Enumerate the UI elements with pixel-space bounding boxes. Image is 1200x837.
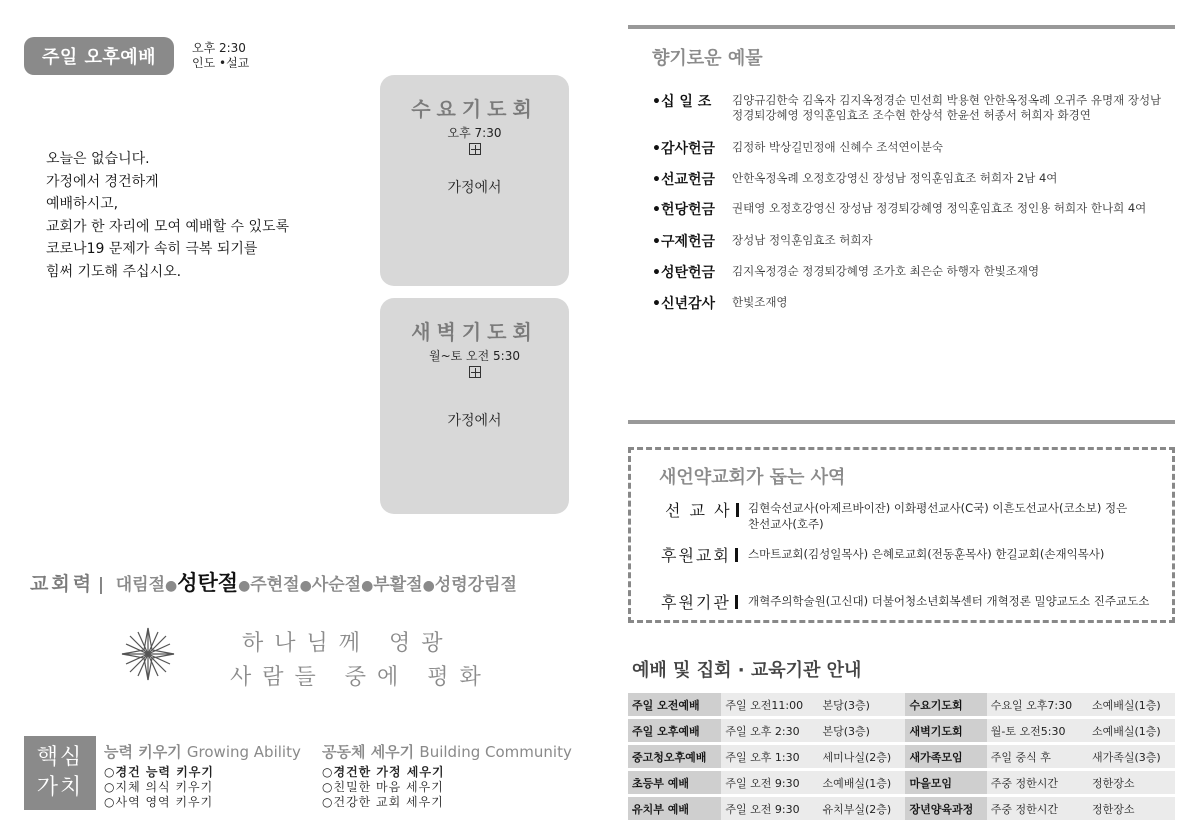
mission-label xyxy=(665,498,739,521)
table-cell: 월-토 오전5:30 xyxy=(987,719,1088,742)
table-cell: 소예배실(1층) xyxy=(819,771,906,794)
notice-line: 힘써 기도해 주십시오. xyxy=(46,263,182,280)
mission-label xyxy=(661,543,738,566)
table-cell: 수요기도회 xyxy=(905,693,986,716)
offering-label: •구제헌금 xyxy=(652,234,716,250)
core-col1-title-en: Growing Ability xyxy=(186,743,301,761)
offering-names: 권태영 오정호강영신 장성남 정경퇴강혜영 정익훈임효조 정인용 허희자 한나희 4여 xyxy=(732,201,1147,215)
afternoon-service-title: 주일 오후예배 xyxy=(24,37,174,75)
mission-text: 스마트교회(김성일목사) 은혜로교회(전동훈목사) 한길교회(손재익목사) xyxy=(748,547,1105,561)
calendar-season: 부활절 xyxy=(373,575,423,595)
wednesday-prayer-place: 가정에서 xyxy=(447,180,502,196)
offering-label: •신년감사 xyxy=(652,296,716,312)
notice-line: 예배하시고, xyxy=(46,196,119,212)
table-cell: 본당(3층) xyxy=(819,693,906,716)
middle-divider xyxy=(628,420,1175,424)
offerings-title: 향기로운 예물 xyxy=(652,48,763,69)
notice-line: 코로나19 문제가 속히 극복 되기를 xyxy=(46,241,258,257)
table-cell: 주중 정한시간 xyxy=(987,771,1088,794)
table-row xyxy=(628,797,1175,820)
notice-line: 교회가 한 자리에 모여 예배할 수 있도록 xyxy=(46,218,290,235)
dawn-prayer-time: 월~토 오전 5:30 xyxy=(429,349,520,363)
table-cell: 유치부 예배 xyxy=(628,797,721,820)
notice-line: 오늘은 없습니다. xyxy=(46,151,150,167)
core-col2-title: 공동체 세우기 xyxy=(322,743,415,761)
afternoon-service-info xyxy=(192,41,249,71)
dawn-prayer-title: 새벽기도회 xyxy=(411,320,538,344)
offering-names: 김양규김한숙 김옥자 김지옥정경순 민선희 박용현 안한옥정옥례 오귀주 유명재 장성남 정경퇴강혜영 정익훈임효조 조수현 한상석 한윤선 허종서 허희자 화경연 xyxy=(732,93,1162,122)
wednesday-prayer-title: 수요기도회 xyxy=(411,97,538,121)
offering-label: •성탄헌금 xyxy=(652,265,716,281)
offering-label: •선교헌금 xyxy=(652,172,716,188)
offering-names: 안한옥정옥례 오정호강영신 장성남 정익훈임효조 허희자 2남 4여 xyxy=(732,171,1058,185)
table-cell: 주일 오후 1:30 xyxy=(721,745,818,768)
church-calendar: 교회력 | 대림절●성탄절●주현절●사순절●부활절●성령강림절 xyxy=(30,571,517,595)
table-cell: 주일 오후예배 xyxy=(628,719,721,742)
table-cell: 소예배실(1층) xyxy=(1088,693,1175,716)
wednesday-prayer-card xyxy=(380,75,569,286)
offering-label: •십 일 조 xyxy=(652,94,712,110)
table-row xyxy=(628,745,1175,768)
offering-names: 김지옥정경순 정경퇴강혜영 조가호 최은순 하행자 한빛조재영 xyxy=(732,264,1040,278)
calendar-season: 대림절 xyxy=(115,575,165,595)
table-cell: 유치부실(2층) xyxy=(819,797,906,820)
core-badge-line2: 가치 xyxy=(36,775,84,800)
offering-label: •헌당헌금 xyxy=(652,202,716,218)
table-cell: 수요일 오후7:30 xyxy=(987,693,1088,716)
schedule-title: 예배 및 집회 · 교육기관 안내 xyxy=(632,660,862,681)
table-cell: 초등부 예배 xyxy=(628,771,721,794)
offering-label: •감사헌금 xyxy=(652,141,716,157)
afternoon-service-time: 오후 2:30 xyxy=(192,41,246,55)
core-col1-item: ○지체 의식 키우기 xyxy=(104,780,214,794)
table-cell: 주중 정한시간 xyxy=(987,797,1088,820)
offering-names: 장성남 정익훈임효조 허희자 xyxy=(732,233,873,247)
motto-line-2: 사람들 중에 평화 xyxy=(230,665,492,690)
table-cell: 주일 중식 후 xyxy=(987,745,1088,768)
table-row xyxy=(628,693,1175,716)
calendar-title: 교회력 xyxy=(30,573,95,595)
core-col1-item: ○경건 능력 키우기 xyxy=(104,765,214,779)
dawn-prayer-place: 가정에서 xyxy=(447,413,502,429)
mission-title: 새언약교회가 돕는 사역 xyxy=(659,467,846,488)
core-col2-item: ○친밀한 마음 세우기 xyxy=(322,780,444,794)
table-row xyxy=(628,771,1175,794)
schedule-table xyxy=(628,690,1175,823)
offering-names: 한빛조재영 xyxy=(732,295,788,309)
mission-text: 김현숙선교사(아제르바이잔) 이화평선교사(C국) 이흔도선교사(코소보) 정은찬선교사(호주) xyxy=(748,501,1128,531)
calendar-season-current: 성탄절 xyxy=(177,571,239,595)
star-icon xyxy=(120,626,176,682)
table-cell: 중고청오후예배 xyxy=(628,745,721,768)
table-cell: 소예배실(1층) xyxy=(1088,719,1175,742)
table-row xyxy=(628,719,1175,742)
calendar-season: 사순절 xyxy=(311,575,362,595)
mission-text: 개혁주의학술원(고신대) 더불어청소년회복센터 개혁정론 밀양교도소 진주교도소 xyxy=(748,594,1150,608)
table-cell: 새가족실(3층) xyxy=(1088,745,1175,768)
core-col1-item: ○사역 영역 키우기 xyxy=(104,795,214,809)
motto-line-1: 하나님께 영광 xyxy=(242,631,454,656)
notice-line: 가정에서 경건하게 xyxy=(46,173,159,190)
table-cell: 마을모임 xyxy=(905,771,986,794)
wednesday-prayer-time: 오후 7:30 xyxy=(447,126,502,140)
cross-box-icon xyxy=(469,143,481,155)
afternoon-service-leader: 인도 •설교 xyxy=(192,56,250,70)
calendar-season: 주현절 xyxy=(250,575,300,595)
core-col-ability xyxy=(104,741,301,810)
table-cell: 새벽기도회 xyxy=(905,719,986,742)
calendar-season: 성령강림절 xyxy=(434,575,517,595)
table-cell: 주일 오전 9:30 xyxy=(721,797,818,820)
notice-message xyxy=(46,148,289,283)
table-cell: 주일 오전예배 xyxy=(628,693,721,716)
mission-label xyxy=(661,590,738,613)
table-cell: 세미나실(2층) xyxy=(819,745,906,768)
mission-label-text: 후원기관 xyxy=(661,593,731,612)
table-cell: 본당(3층) xyxy=(819,719,906,742)
table-cell: 주일 오전 9:30 xyxy=(721,771,818,794)
table-cell: 주일 오전11:00 xyxy=(721,693,818,716)
core-badge-line1: 핵심 xyxy=(36,745,84,770)
core-col1-title: 능력 키우기 xyxy=(104,743,182,761)
table-cell: 새가족모임 xyxy=(905,745,986,768)
table-cell: 정한장소 xyxy=(1088,771,1175,794)
core-col2-title-en: Building Community xyxy=(419,743,572,761)
core-col2-item: ○경건한 가정 세우기 xyxy=(322,765,445,779)
dawn-prayer-card xyxy=(380,298,569,514)
table-cell: 장년양육과정 xyxy=(905,797,986,820)
table-cell: 주일 오후 2:30 xyxy=(721,719,818,742)
core-col-community xyxy=(322,741,572,810)
core-values-badge xyxy=(24,736,96,810)
core-col2-item: ○건강한 교회 세우기 xyxy=(322,795,444,809)
top-divider xyxy=(628,25,1175,29)
mission-label-text: 선 교 사 xyxy=(665,501,732,520)
table-cell: 정한장소 xyxy=(1088,797,1175,820)
mission-label-text: 후원교회 xyxy=(661,546,731,565)
offering-names: 김정하 박상길민정애 신혜수 조석연이분숙 xyxy=(732,140,943,154)
cross-box-icon xyxy=(469,366,481,378)
